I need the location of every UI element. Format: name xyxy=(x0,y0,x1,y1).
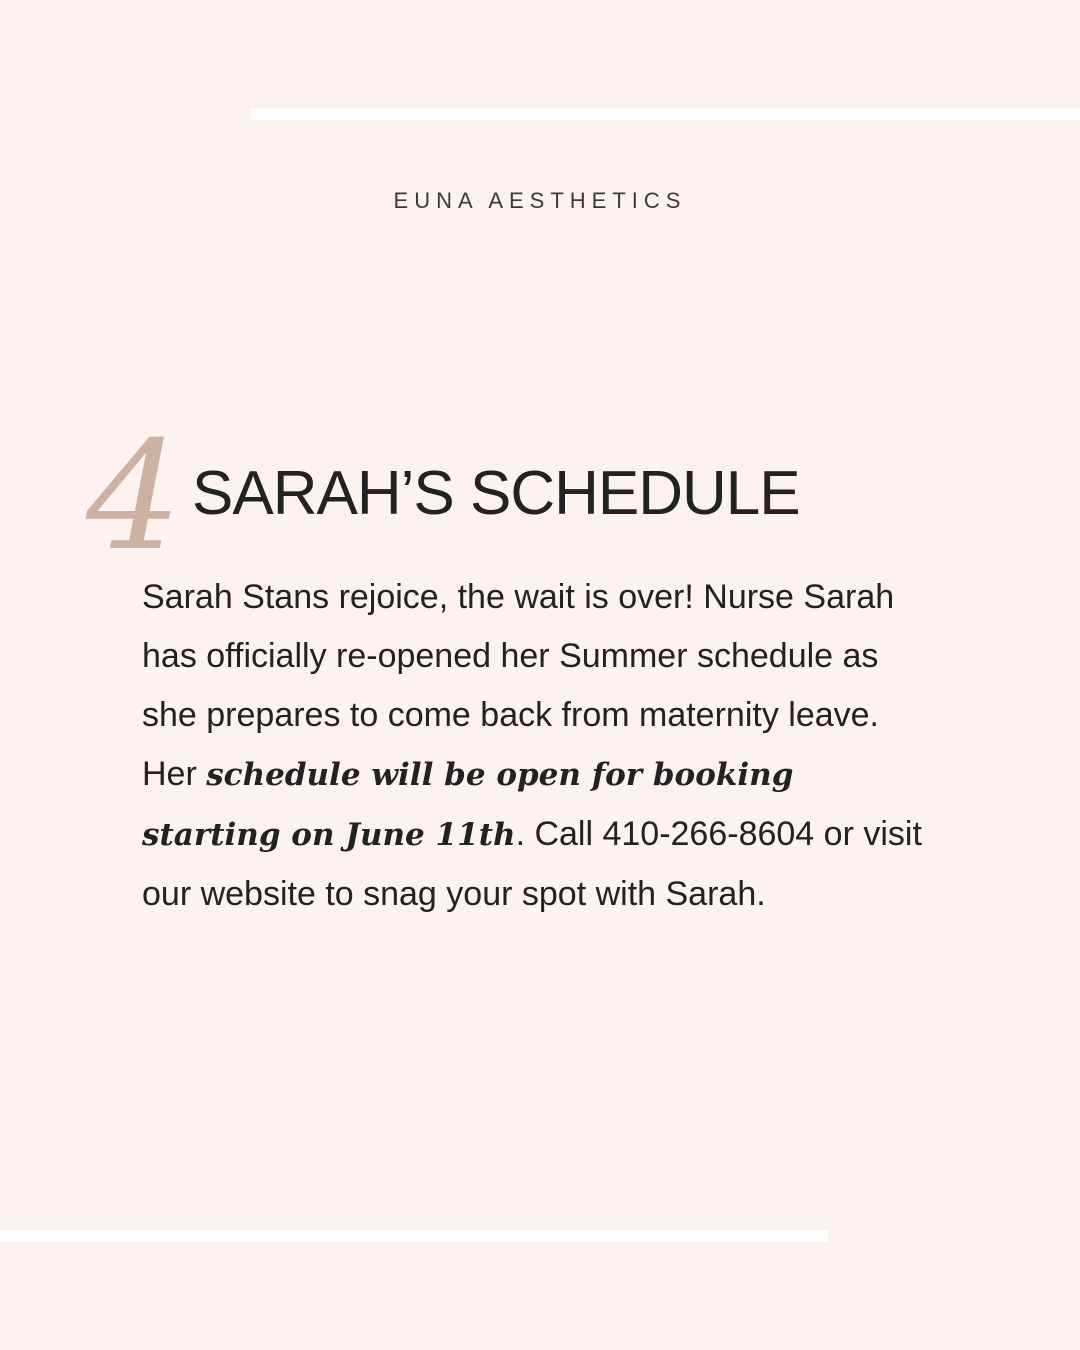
body-text-emphasis: schedule will be open for booking starting on June 11th xyxy=(142,757,794,853)
bottom-decorative-rule xyxy=(0,1230,828,1242)
top-decorative-rule xyxy=(251,108,1080,120)
body-text-intro: Sarah Stans rejoice, the wait is over! Nurse Sarah has officially re-opened her Summer schedule as she prepares to come back from maternity leave. Her xyxy=(142,578,895,793)
body-paragraph xyxy=(142,568,942,924)
section-title: SARAH’S SCHEDULE xyxy=(192,459,800,528)
brand-name: EUNA AESTHETICS xyxy=(393,188,687,213)
section-number: 4 xyxy=(86,410,182,584)
body-text-call-to-action: . Call 410-266-8604 or visit our website to snag your spot with Sarah. xyxy=(142,815,922,913)
